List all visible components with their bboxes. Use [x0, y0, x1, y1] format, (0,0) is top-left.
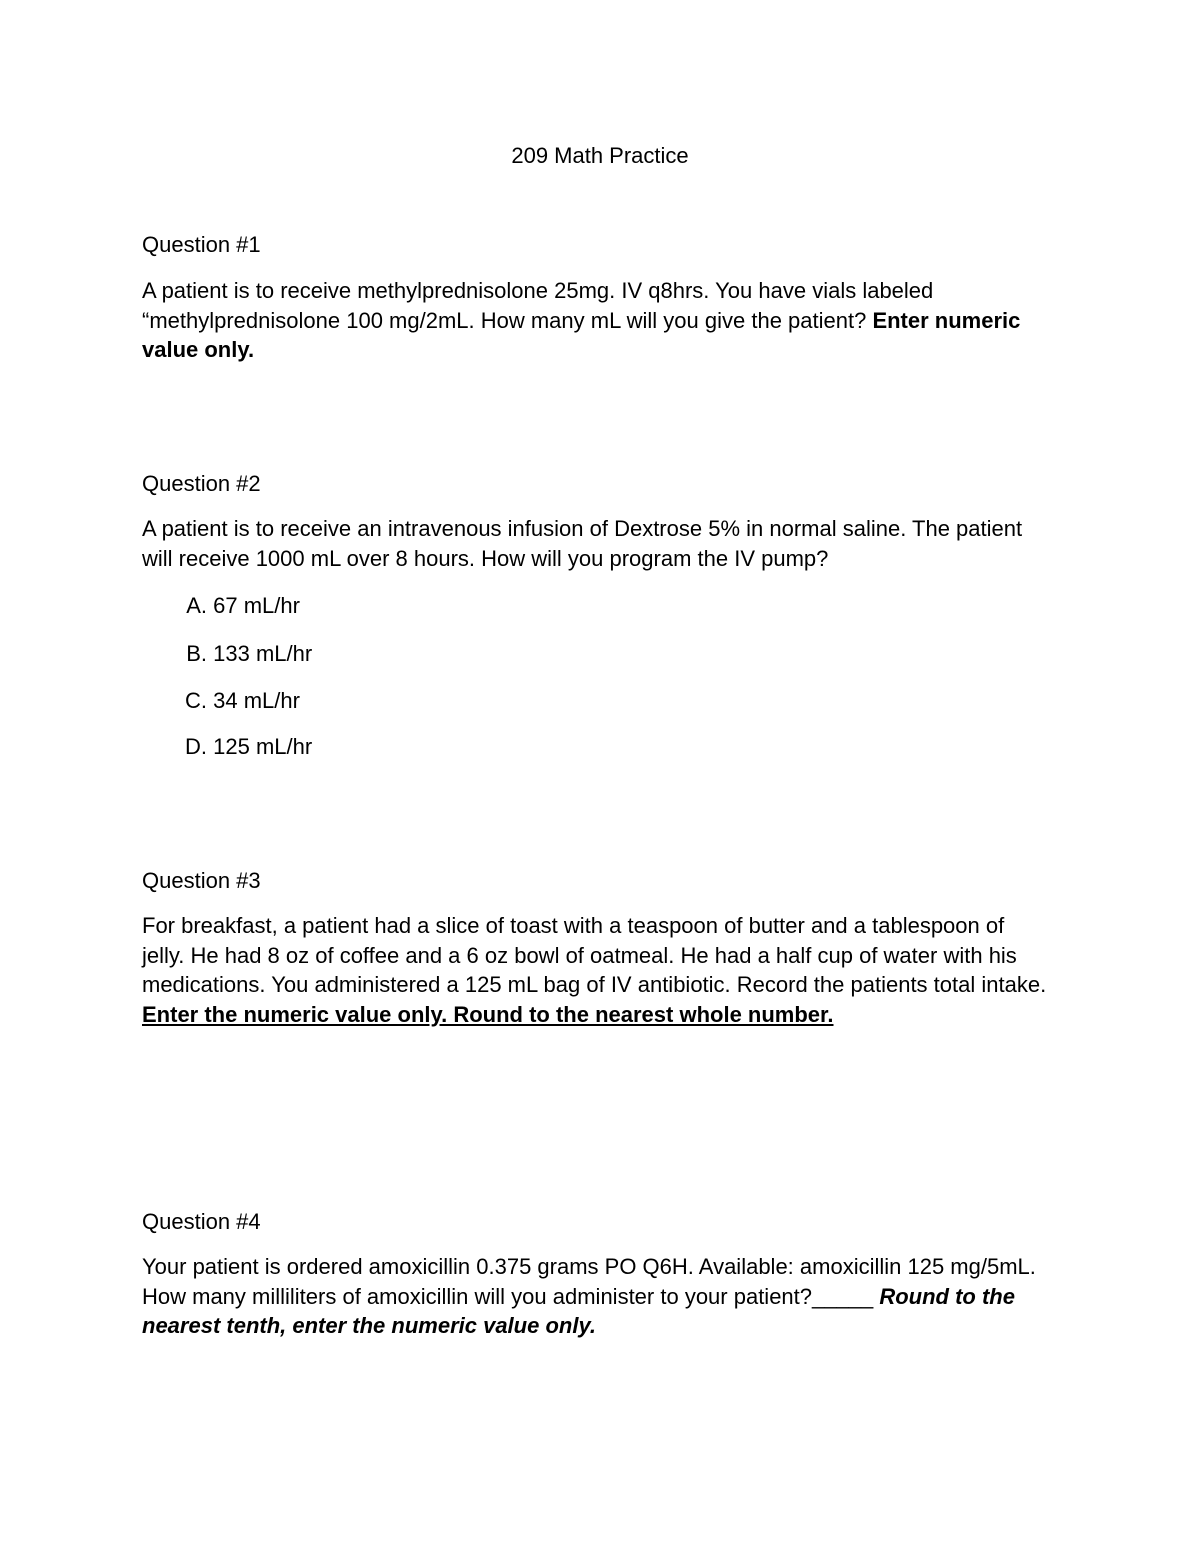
document-title: 209 Math Practice — [511, 143, 689, 168]
answer-option-c — [180, 686, 580, 716]
option-text: 34 mL/hr — [213, 688, 300, 713]
question-heading: Question #2 — [142, 471, 261, 496]
option-text: 125 mL/hr — [213, 734, 313, 759]
question-instruction: Round to the nearest tenth, enter the numeric value only. — [142, 1283, 1015, 1338]
question-1-body — [142, 276, 1047, 365]
question-text: For breakfast, a patient had a slice of toast with a teaspoon of butter and a tablespoon of jelly. He had 8 oz of coffee and a 6 oz bowl of oatmeal. He had a half cup of water with his medications. You administered a 125 mL bag of IV antibiotic. Record the patients total intake. — [142, 913, 1047, 997]
question-heading: Question #1 — [142, 232, 261, 257]
answer-option-d — [180, 732, 580, 762]
question-3-body — [142, 911, 1047, 1029]
option-letter: C. — [185, 688, 207, 713]
question-text: A patient is to receive methylprednisolone 25mg. IV q8hrs. You have vials labeled “methylprednisolone 100 mg/2mL. How many mL will you give the patient? — [142, 278, 934, 333]
answer-option-a — [180, 591, 580, 621]
question-2 — [142, 469, 1047, 499]
question-instruction: Enter the numeric value only. Round to the nearest whole number. — [142, 1001, 834, 1027]
question-4-body — [142, 1252, 1047, 1341]
option-letter: A. — [186, 593, 207, 618]
question-heading: Question #3 — [142, 868, 261, 893]
question-text: Your patient is ordered amoxicillin 0.375 grams PO Q6H. Available: amoxicillin 125 mg/5mL. How many milliliters of amoxicillin will you administer to your patient?_____ — [142, 1254, 1036, 1309]
answer-option-b — [180, 639, 580, 669]
question-instruction: Enter numeric value only. — [142, 307, 1021, 362]
option-letter: D. — [185, 734, 207, 759]
question-4 — [142, 1207, 1047, 1237]
question-heading: Question #4 — [142, 1209, 261, 1234]
question-2-body — [142, 514, 1047, 573]
question-3 — [142, 866, 1047, 896]
option-text: 67 mL/hr — [213, 593, 300, 618]
option-letter: B. — [186, 641, 207, 666]
question-text: A patient is to receive an intravenous infusion of Dextrose 5% in normal saline. The patient will receive 1000 mL over 8 hours. How will you program the IV pump? — [142, 516, 1023, 571]
question-1 — [142, 230, 1047, 260]
option-text: 133 mL/hr — [213, 641, 313, 666]
